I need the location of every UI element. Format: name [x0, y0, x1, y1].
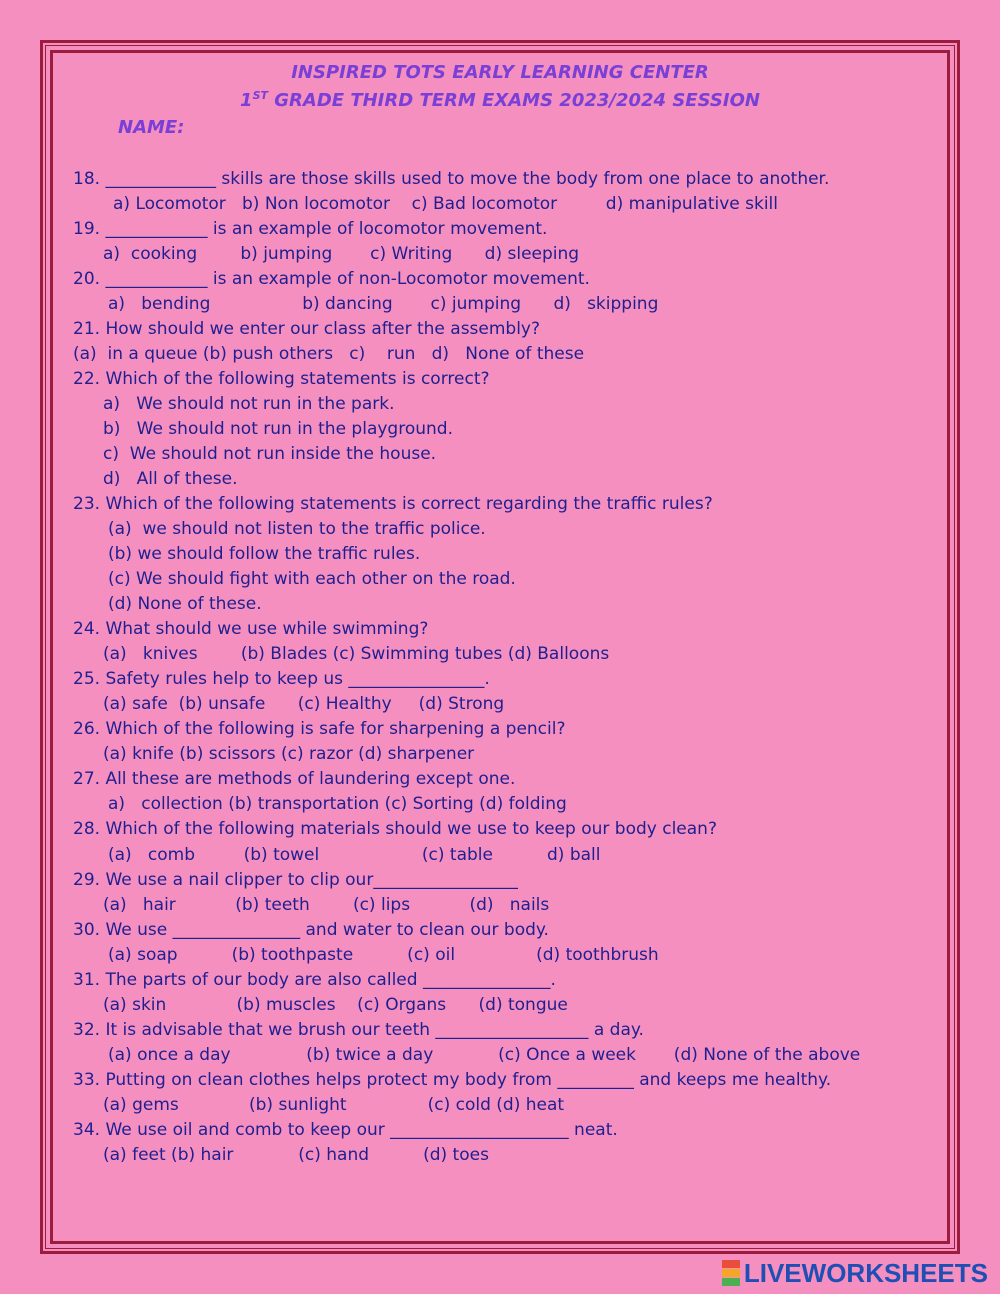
options-25: (a) safe (b) unsafe (c) Healthy (d) Strong	[103, 694, 505, 714]
option-22d: d) All of these.	[103, 469, 238, 489]
options-33: (a) gems (b) sunlight (c) cold (d) heat	[103, 1095, 565, 1115]
question-26: 26. Which of the following is safe for sharpening a pencil?	[73, 719, 566, 739]
options-26: (a) knife (b) scissors (c) razor (d) sharpener	[103, 744, 475, 764]
option-23b: (b) we should follow the traffic rules.	[108, 544, 421, 564]
options-18: a) Locomotor b) Non locomotor c) Bad locomotor d) manipulative skill	[113, 194, 779, 214]
liveworksheets-logo-icon	[722, 1260, 740, 1287]
school-title: INSPIRED TOTS EARLY LEARNING CENTER	[291, 62, 709, 83]
options-24: (a) knives (b) Blades (c) Swimming tubes (d) Balloons	[103, 644, 610, 664]
question-27: 27. All these are methods of laundering except one.	[73, 769, 516, 789]
question-29: 29. We use a nail clipper to clip our_________________	[73, 870, 518, 890]
question-34: 34. We use oil and comb to keep our _____________________ neat.	[73, 1120, 618, 1140]
question-24: 24. What should we use while swimming?	[73, 619, 429, 639]
option-23a: (a) we should not listen to the traffic police.	[108, 519, 486, 539]
question-28: 28. Which of the following materials should we use to keep our body clean?	[73, 819, 717, 839]
liveworksheets-text: LIVEWORKSHEETS	[743, 1257, 988, 1288]
question-20: 20. ____________ is an example of non-Locomotor movement.	[73, 269, 590, 289]
question-30: 30. We use _______________ and water to clean our body.	[73, 920, 549, 940]
options-30: (a) soap (b) toothpaste (c) oil (d) toothbrush	[108, 945, 659, 965]
question-32: 32. It is advisable that we brush our teeth __________________ a day.	[73, 1020, 644, 1040]
options-21: (a) in a queue (b) push others c) run d) None of these	[73, 344, 585, 364]
question-31: 31. The parts of our body are also called _______________.	[73, 970, 556, 990]
options-32: (a) once a day (b) twice a day (c) Once a week (d) None of the above	[108, 1045, 861, 1065]
options-20: a) bending b) dancing c) jumping d) skipping	[108, 294, 659, 314]
question-21: 21. How should we enter our class after the assembly?	[73, 319, 541, 339]
question-23: 23. Which of the following statements is correct regarding the traffic rules?	[73, 494, 713, 514]
exam-grade-suffix: ST	[252, 89, 268, 102]
question-19: 19. ____________ is an example of locomotor movement.	[73, 219, 548, 239]
question-25: 25. Safety rules help to keep us ________________.	[73, 669, 490, 689]
options-31: (a) skin (b) muscles (c) Organs (d) tongue	[103, 995, 568, 1015]
options-28: (a) comb (b) towel (c) table d) ball	[108, 845, 601, 865]
exam-title-rest: GRADE THIRD TERM EXAMS 2023/2024 SESSION	[268, 90, 760, 111]
option-22c: c) We should not run inside the house.	[103, 444, 437, 464]
exam-grade-number: 1	[240, 90, 253, 111]
option-23c: (c) We should fight with each other on the road.	[108, 569, 516, 589]
question-18: 18. _____________ skills are those skills used to move the body from one place to another.	[73, 169, 830, 189]
exam-title	[0, 89, 1000, 111]
question-22: 22. Which of the following statements is correct?	[73, 369, 490, 389]
options-19: a) cooking b) jumping c) Writing d) sleeping	[103, 244, 580, 264]
option-22a: a) We should not run in the park.	[103, 394, 395, 414]
options-29: (a) hair (b) teeth (c) lips (d) nails	[103, 895, 550, 915]
options-34: (a) feet (b) hair (c) hand (d) toes	[103, 1145, 489, 1165]
option-22b: b) We should not run in the playground.	[103, 419, 453, 439]
question-33: 33. Putting on clean clothes helps protect my body from _________ and keeps me healthy.	[73, 1070, 832, 1090]
liveworksheets-brand[interactable]	[722, 1258, 988, 1288]
name-label: NAME:	[118, 117, 185, 138]
option-23d: (d) None of these.	[108, 594, 262, 614]
options-27: a) collection (b) transportation (c) Sorting (d) folding	[108, 794, 567, 814]
